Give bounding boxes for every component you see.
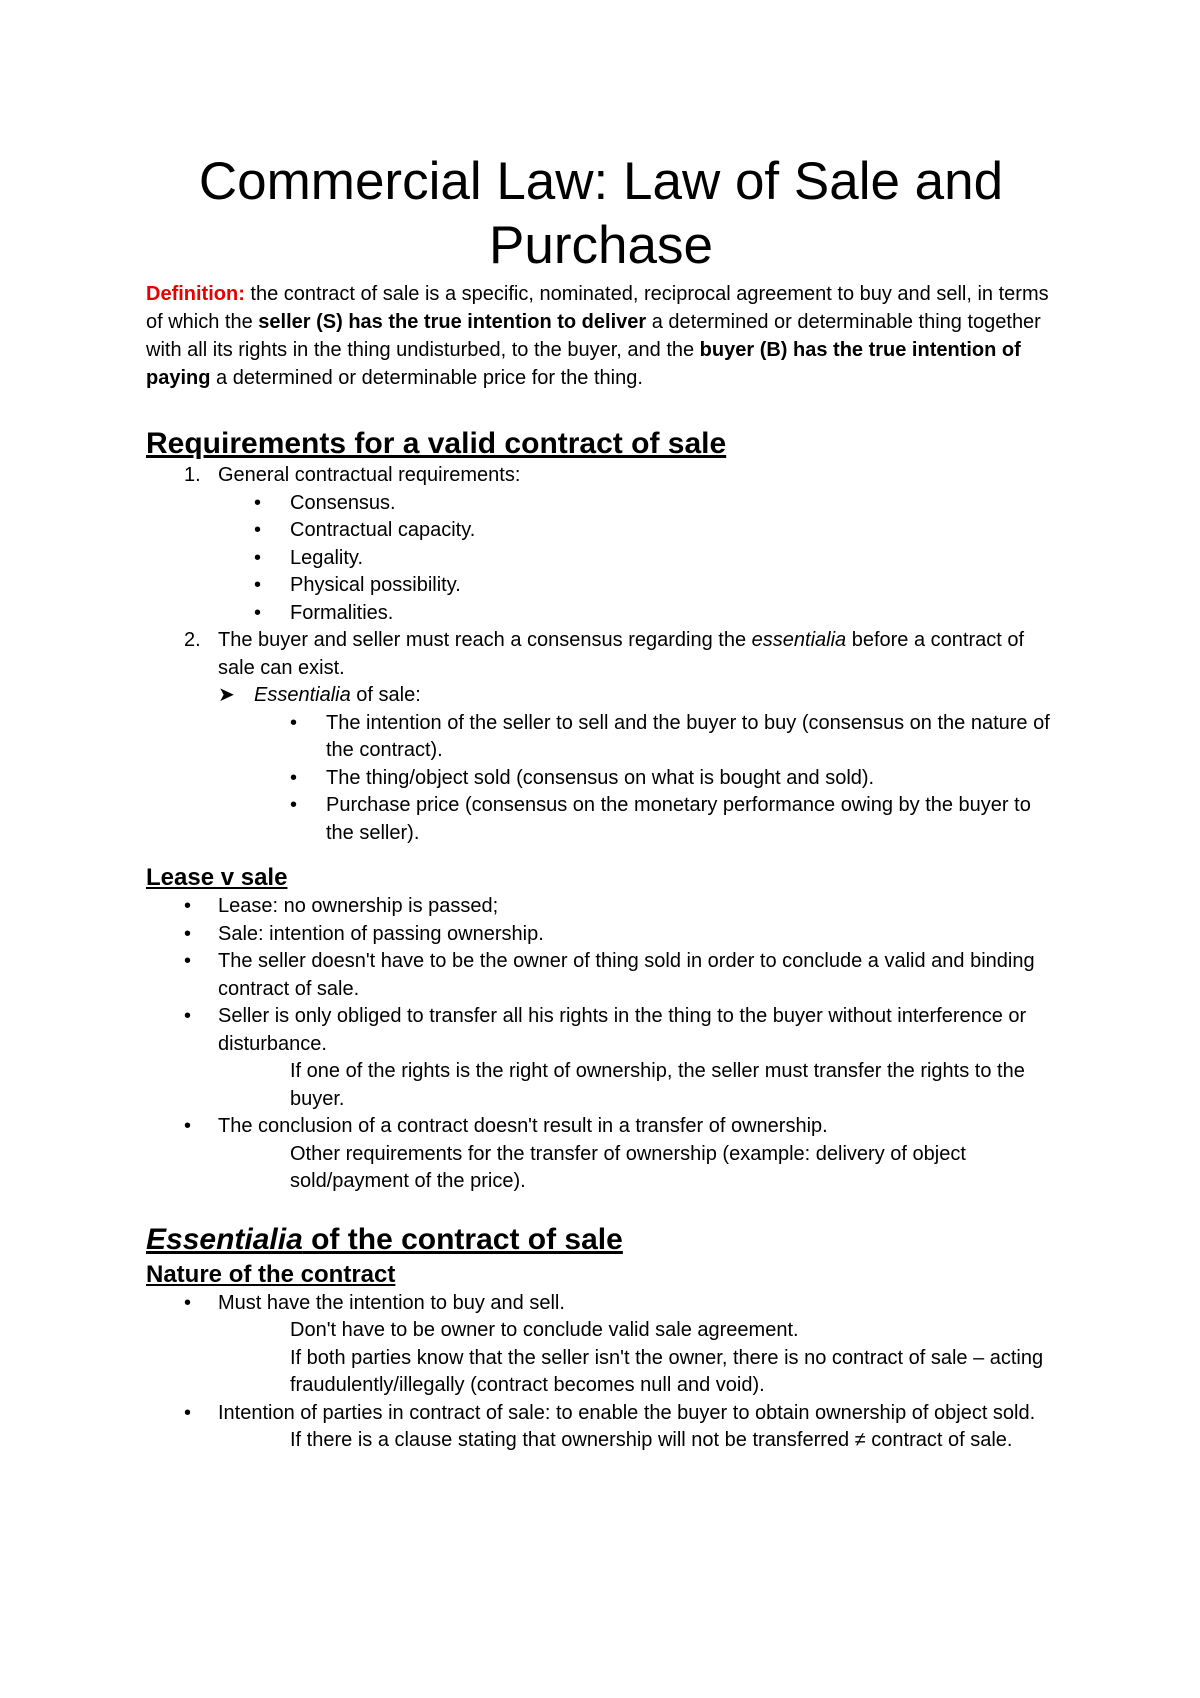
list-number: 2. [184, 629, 201, 651]
list-subtext: Other requirements for the transfer of ownership (example: delivery of object sold/payment of the price). [290, 1142, 966, 1192]
essentialia-list [146, 710, 1056, 848]
page-title: Commercial Law: Law of Sale and Purchase [198, 152, 1004, 275]
bullet-icon: • [254, 519, 262, 541]
bullet-icon: • [290, 766, 298, 789]
bullet-icon: • [184, 1005, 192, 1027]
bullet-icon: • [184, 1115, 192, 1137]
list-item: • Must have the intention to buy and sell. [146, 1290, 1056, 1318]
list-item: • Legality. [146, 545, 1056, 573]
nature-heading: Nature of the contract [146, 1260, 396, 1288]
essentialia-heading: Essentialia of the contract of sale [146, 1222, 623, 1256]
list-item: • Lease: no ownership is passed; [146, 893, 1056, 921]
list-number: 1. [184, 464, 201, 486]
bullet-icon: • [184, 1291, 192, 1314]
bullet-icon: • [254, 546, 262, 569]
lease-heading: Lease v sale [146, 864, 288, 891]
list-item: • The intention of the seller to sell and the buyer to buy (consensus on the nature of the contract). [290, 711, 1050, 761]
arrow-bullet-icon: ➤ [218, 684, 235, 706]
list-item: • Consensus. [146, 490, 1056, 518]
list-subtext: If there is a clause stating that ownership will not be transferred ≠ contract of sale. [290, 1429, 1013, 1451]
bullet-icon: • [184, 895, 192, 917]
list-item: • Sale: intention of passing ownership. [146, 921, 1056, 949]
definition-label: Definition: [146, 283, 245, 305]
general-requirements-list [146, 490, 1056, 628]
list-item: 2. The buyer and seller must reach a consensus regarding the essentialia before a contract of sale can exist. [184, 629, 1025, 679]
bullet-icon: • [290, 711, 298, 734]
list-subtext: If both parties know that the seller isn't the owner, there is no contract of sale – acting fraudulently/illegally (contract becomes null and void). [290, 1346, 1044, 1396]
list-item: • The conclusion of a contract doesn't result in a transfer of ownership. [146, 1113, 1056, 1141]
list-item: • Formalities. [146, 600, 1056, 628]
list-item: 1. General contractual requirements: [146, 462, 1056, 490]
essentialia-label: ➤ Essentialia of sale: [146, 682, 1056, 710]
list-item: • Seller is only obliged to transfer all his rights in the thing to the buyer without interference or disturbance. [184, 1005, 1027, 1055]
list-subtext: If one of the rights is the right of ownership, the seller must transfer the rights to the buyer. [290, 1060, 1025, 1110]
bullet-icon: • [184, 950, 192, 972]
document-page [146, 150, 1056, 1455]
list-item: • Intention of parties in contract of sale: to enable the buyer to obtain ownership of object sold. [146, 1400, 1056, 1428]
bullet-icon: • [290, 794, 298, 816]
definition-paragraph: Definition: the contract of sale is a specific, nominated, reciprocal agreement to buy and sell, in terms of which the seller (S) has the true intention to deliver a determined or determinable thing together with all its rights in the thing undisturbed, to the buyer, and the buyer (B) has the true intention of paying a determined or determinable price for the thing. [146, 283, 1049, 389]
list-item: • Physical possibility. [146, 572, 1056, 600]
list-item: • Purchase price (consensus on the monetary performance owing by the buyer to the seller). [290, 794, 1031, 844]
requirements-heading: Requirements for a valid contract of sale [146, 427, 727, 460]
list-item: • The thing/object sold (consensus on what is bought and sold). [146, 765, 1056, 793]
list-item: • Contractual capacity. [146, 517, 1056, 545]
list-subtext: Don't have to be owner to conclude valid sale agreement. [290, 1319, 799, 1341]
bullet-icon: • [254, 491, 262, 514]
bullet-icon: • [254, 574, 262, 596]
bullet-icon: • [184, 922, 192, 945]
list-item: • The seller doesn't have to be the owner of thing sold in order to conclude a valid and binding contract of sale. [184, 950, 1035, 1000]
bullet-icon: • [184, 1401, 192, 1424]
bullet-icon: • [254, 601, 262, 624]
